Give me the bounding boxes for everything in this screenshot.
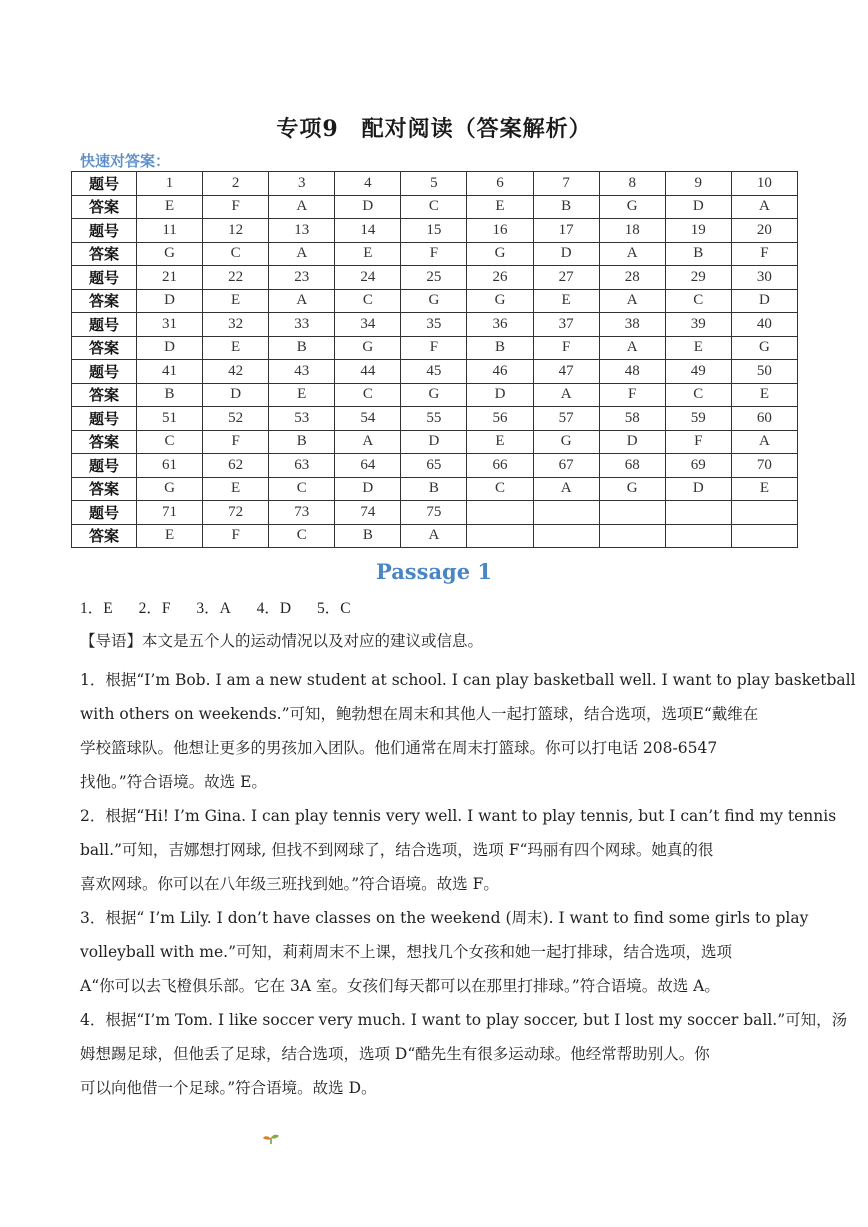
sprout-logo-icon — [262, 1133, 280, 1145]
answer-cell: A — [533, 383, 599, 407]
question-number-cell: 52 — [203, 407, 269, 431]
question-number-cell: 66 — [467, 454, 533, 478]
question-number-cell: 75 — [401, 501, 467, 525]
question-number-row — [72, 454, 798, 478]
answer-cell: D — [731, 289, 797, 313]
question-header-cell: 题号 — [72, 407, 137, 431]
answer-cell: E — [731, 477, 797, 501]
question-number-cell: 13 — [269, 219, 335, 243]
question-number-cell: 9 — [665, 172, 731, 196]
question-number-cell: 32 — [203, 313, 269, 337]
answer-row — [72, 289, 798, 313]
answer-cell — [533, 524, 599, 548]
answer-cell: G — [533, 430, 599, 454]
question-number-cell: 20 — [731, 219, 797, 243]
answer-cell: E — [203, 477, 269, 501]
answer-cell: A — [269, 289, 335, 313]
answer-cell: C — [335, 289, 401, 313]
answer-header-cell: 答案 — [72, 242, 137, 266]
question-number-cell: 40 — [731, 313, 797, 337]
answer-cell: G — [335, 336, 401, 360]
question-number-cell: 25 — [401, 266, 467, 290]
answer-item: 4．D — [256, 600, 292, 617]
answer-header-cell: 答案 — [72, 430, 137, 454]
question-number-row — [72, 360, 798, 384]
answer-cell: D — [335, 195, 401, 219]
question-number-cell: 50 — [731, 360, 797, 384]
question-number-cell — [533, 501, 599, 525]
answer-row — [72, 524, 798, 548]
answer-header-cell: 答案 — [72, 477, 137, 501]
answer-cell: A — [401, 524, 467, 548]
question-number-cell: 1 — [137, 172, 203, 196]
question-number-cell: 30 — [731, 266, 797, 290]
question-number-cell: 72 — [203, 501, 269, 525]
answer-cell: E — [203, 336, 269, 360]
question-number-cell: 62 — [203, 454, 269, 478]
question-header-cell: 题号 — [72, 501, 137, 525]
explanation-line: 姆想踢足球，但他丢了足球，结合选项，选项 D“酷先生有很多运动球。他经常帮助别人。你 — [80, 1045, 710, 1063]
question-number-cell: 11 — [137, 219, 203, 243]
question-number-cell: 35 — [401, 313, 467, 337]
question-number-row — [72, 172, 798, 196]
answer-cell: A — [335, 430, 401, 454]
question-number-cell: 60 — [731, 407, 797, 431]
question-number-cell: 26 — [467, 266, 533, 290]
question-number-cell: 71 — [137, 501, 203, 525]
answer-row — [72, 242, 798, 266]
answer-row — [72, 383, 798, 407]
explanation-line: with others on weekends.”可知，鲍勃想在周末和其他人一起打篮球，结合选项，选项E“戴维在 — [80, 705, 759, 723]
question-number-cell — [665, 501, 731, 525]
question-number-cell — [599, 501, 665, 525]
answer-cell: E — [335, 242, 401, 266]
answer-cell: F — [665, 430, 731, 454]
answer-cell: D — [335, 477, 401, 501]
intro-line: 【导语】本文是五个人的运动情况以及对应的建议或信息。 — [80, 632, 484, 650]
question-number-cell: 59 — [665, 407, 731, 431]
answer-cell: G — [467, 242, 533, 266]
question-header-cell: 题号 — [72, 360, 137, 384]
question-number-cell: 33 — [269, 313, 335, 337]
answer-cell: E — [137, 195, 203, 219]
explanation-line: ball.”可知，吉娜想打网球, 但找不到网球了，结合选项，选项 F“玛丽有四个网球。她真的很 — [80, 841, 714, 859]
question-number-row — [72, 501, 798, 525]
question-number-cell: 74 — [335, 501, 401, 525]
question-number-cell: 69 — [665, 454, 731, 478]
question-number-cell: 46 — [467, 360, 533, 384]
answer-cell: E — [467, 195, 533, 219]
question-number-cell: 42 — [203, 360, 269, 384]
answer-cell: C — [335, 383, 401, 407]
question-header-cell: 题号 — [72, 454, 137, 478]
question-number-cell: 22 — [203, 266, 269, 290]
answer-cell: F — [731, 242, 797, 266]
answer-cell: D — [137, 336, 203, 360]
question-number-cell: 70 — [731, 454, 797, 478]
question-header-cell: 题号 — [72, 313, 137, 337]
explanation-line: 1．根据“I’m Bob. I am a new student at school. I can play basketball well. I want to play basketball — [80, 671, 856, 689]
question-number-cell: 18 — [599, 219, 665, 243]
answer-cell: G — [401, 383, 467, 407]
answer-cell: C — [269, 477, 335, 501]
answer-cell: D — [665, 195, 731, 219]
answer-cell: D — [665, 477, 731, 501]
question-header-cell: 题号 — [72, 172, 137, 196]
answer-cell: C — [467, 477, 533, 501]
answer-row — [72, 430, 798, 454]
answer-cell: A — [599, 336, 665, 360]
answer-cell: C — [401, 195, 467, 219]
answer-cell: C — [665, 383, 731, 407]
answer-cell: B — [665, 242, 731, 266]
question-number-cell: 63 — [269, 454, 335, 478]
answer-cell: F — [599, 383, 665, 407]
question-number-cell: 38 — [599, 313, 665, 337]
answer-cell: G — [401, 289, 467, 313]
question-number-cell: 12 — [203, 219, 269, 243]
answer-header-cell: 答案 — [72, 524, 137, 548]
answer-row — [72, 195, 798, 219]
question-number-cell: 49 — [665, 360, 731, 384]
question-number-cell: 14 — [335, 219, 401, 243]
question-number-cell: 44 — [335, 360, 401, 384]
question-number-cell: 23 — [269, 266, 335, 290]
answer-header-cell: 答案 — [72, 289, 137, 313]
answer-row — [72, 477, 798, 501]
answer-cell: E — [665, 336, 731, 360]
answer-cell: D — [203, 383, 269, 407]
answer-header-cell: 答案 — [72, 383, 137, 407]
answer-cell: G — [467, 289, 533, 313]
answer-cell: D — [467, 383, 533, 407]
answer-cell — [665, 524, 731, 548]
answer-item: 2．F — [138, 600, 171, 617]
answer-cell: F — [203, 524, 269, 548]
question-number-cell: 67 — [533, 454, 599, 478]
explanation-line: 学校篮球队。他想让更多的男孩加入团队。他们通常在周末打篮球。你可以打电话 208-6547 — [80, 739, 718, 757]
answer-cell: C — [203, 242, 269, 266]
explanation-line: 2．根据“Hi! I’m Gina. I can play tennis very well. I want to play tennis, but I can’t find my tennis — [80, 807, 837, 825]
answer-cell: F — [401, 336, 467, 360]
question-number-cell: 4 — [335, 172, 401, 196]
answer-header-cell: 答案 — [72, 195, 137, 219]
answer-cell: B — [401, 477, 467, 501]
question-number-row — [72, 407, 798, 431]
answer-cell: C — [137, 430, 203, 454]
question-number-row — [72, 313, 798, 337]
answer-cell: A — [533, 477, 599, 501]
answer-cell: G — [599, 195, 665, 219]
answer-cell: G — [731, 336, 797, 360]
answer-cell: D — [137, 289, 203, 313]
question-number-cell: 65 — [401, 454, 467, 478]
answer-cell: B — [467, 336, 533, 360]
answer-table — [71, 171, 798, 548]
answer-cell: E — [467, 430, 533, 454]
answer-cell: D — [533, 242, 599, 266]
question-number-row — [72, 266, 798, 290]
question-header-cell: 题号 — [72, 266, 137, 290]
answer-cell: D — [401, 430, 467, 454]
question-number-cell: 51 — [137, 407, 203, 431]
question-number-cell: 37 — [533, 313, 599, 337]
answer-cell: A — [269, 242, 335, 266]
question-number-cell: 17 — [533, 219, 599, 243]
question-number-cell: 24 — [335, 266, 401, 290]
answer-cell: B — [269, 430, 335, 454]
question-number-cell: 68 — [599, 454, 665, 478]
answer-header-cell: 答案 — [72, 336, 137, 360]
answer-cell: E — [137, 524, 203, 548]
question-number-cell: 47 — [533, 360, 599, 384]
answer-cell: A — [599, 242, 665, 266]
question-number-cell: 15 — [401, 219, 467, 243]
explanation-line: 可以向他借一个足球。”符合语境。故选 D。 — [80, 1079, 377, 1097]
explanation-line: 4．根据“I’m Tom. I like soccer very much. I want to play soccer, but I lost my soccer ball.”可知，汤 — [80, 1011, 848, 1029]
answer-item: 1．E — [80, 600, 113, 617]
question-number-cell: 64 — [335, 454, 401, 478]
passage-title: Passage 1 — [375, 559, 493, 584]
question-number-cell: 21 — [137, 266, 203, 290]
answer-cell — [599, 524, 665, 548]
question-number-cell: 29 — [665, 266, 731, 290]
answer-cell: A — [731, 430, 797, 454]
question-number-cell: 45 — [401, 360, 467, 384]
answer-cell: B — [137, 383, 203, 407]
answer-cell — [467, 524, 533, 548]
question-header-cell: 题号 — [72, 219, 137, 243]
question-number-cell: 6 — [467, 172, 533, 196]
question-number-cell: 41 — [137, 360, 203, 384]
answer-cell — [731, 524, 797, 548]
question-number-cell: 10 — [731, 172, 797, 196]
question-number-cell: 34 — [335, 313, 401, 337]
answer-item: 5．C — [317, 600, 351, 617]
question-number-cell: 43 — [269, 360, 335, 384]
answer-cell: C — [269, 524, 335, 548]
question-number-cell: 48 — [599, 360, 665, 384]
page-title: 专项9 配对阅读（答案解析） — [276, 116, 592, 142]
answer-cell: B — [335, 524, 401, 548]
question-number-cell: 54 — [335, 407, 401, 431]
question-number-row — [72, 219, 798, 243]
answer-cell: B — [533, 195, 599, 219]
question-number-cell — [467, 501, 533, 525]
explanation-line: volleyball with me.”可知，莉莉周末不上课，想找几个女孩和她一起打排球，结合选项，选项 — [80, 943, 733, 961]
answer-item: 3．A — [196, 600, 231, 617]
question-number-cell: 58 — [599, 407, 665, 431]
question-number-cell: 2 — [203, 172, 269, 196]
quick-answer-label: 快速对答案： — [80, 152, 171, 170]
answer-cell: E — [533, 289, 599, 313]
answer-cell: E — [731, 383, 797, 407]
answer-cell: D — [599, 430, 665, 454]
question-number-cell: 27 — [533, 266, 599, 290]
answer-row — [72, 336, 798, 360]
answer-cell: B — [269, 336, 335, 360]
answer-cell: F — [203, 195, 269, 219]
question-number-cell: 57 — [533, 407, 599, 431]
question-number-cell: 53 — [269, 407, 335, 431]
answer-cell: C — [665, 289, 731, 313]
explanation-line: A“你可以去飞橙俱乐部。它在 3A 室。女孩们每天都可以在那里打排球。”符合语境。故选 A。 — [80, 977, 720, 995]
answer-cell: A — [599, 289, 665, 313]
explanation-line: 喜欢网球。你可以在八年级三班找到她。”符合语境。故选 F。 — [80, 875, 499, 893]
answer-cell: G — [137, 242, 203, 266]
question-number-cell: 61 — [137, 454, 203, 478]
answer-cell: E — [203, 289, 269, 313]
question-number-cell: 56 — [467, 407, 533, 431]
question-number-cell: 28 — [599, 266, 665, 290]
question-number-cell: 5 — [401, 172, 467, 196]
question-number-cell: 31 — [137, 313, 203, 337]
question-number-cell — [731, 501, 797, 525]
answer-cell: G — [599, 477, 665, 501]
answer-cell: F — [203, 430, 269, 454]
answer-cell: F — [401, 242, 467, 266]
answer-cell: E — [269, 383, 335, 407]
answer-cell: F — [533, 336, 599, 360]
answer-cell: A — [731, 195, 797, 219]
question-number-cell: 73 — [269, 501, 335, 525]
question-number-cell: 19 — [665, 219, 731, 243]
explanation-line: 3．根据“ I’m Lily. I don’t have classes on the weekend (周末). I want to find some girls to play — [80, 909, 809, 927]
answer-cell: A — [269, 195, 335, 219]
question-number-cell: 36 — [467, 313, 533, 337]
question-number-cell: 7 — [533, 172, 599, 196]
question-number-cell: 39 — [665, 313, 731, 337]
explanation-line: 找他。”符合语境。故选 E。 — [80, 773, 267, 791]
question-number-cell: 8 — [599, 172, 665, 196]
passage-answers — [80, 596, 373, 618]
question-number-cell: 55 — [401, 407, 467, 431]
question-number-cell: 16 — [467, 219, 533, 243]
answer-cell: G — [137, 477, 203, 501]
question-number-cell: 3 — [269, 172, 335, 196]
